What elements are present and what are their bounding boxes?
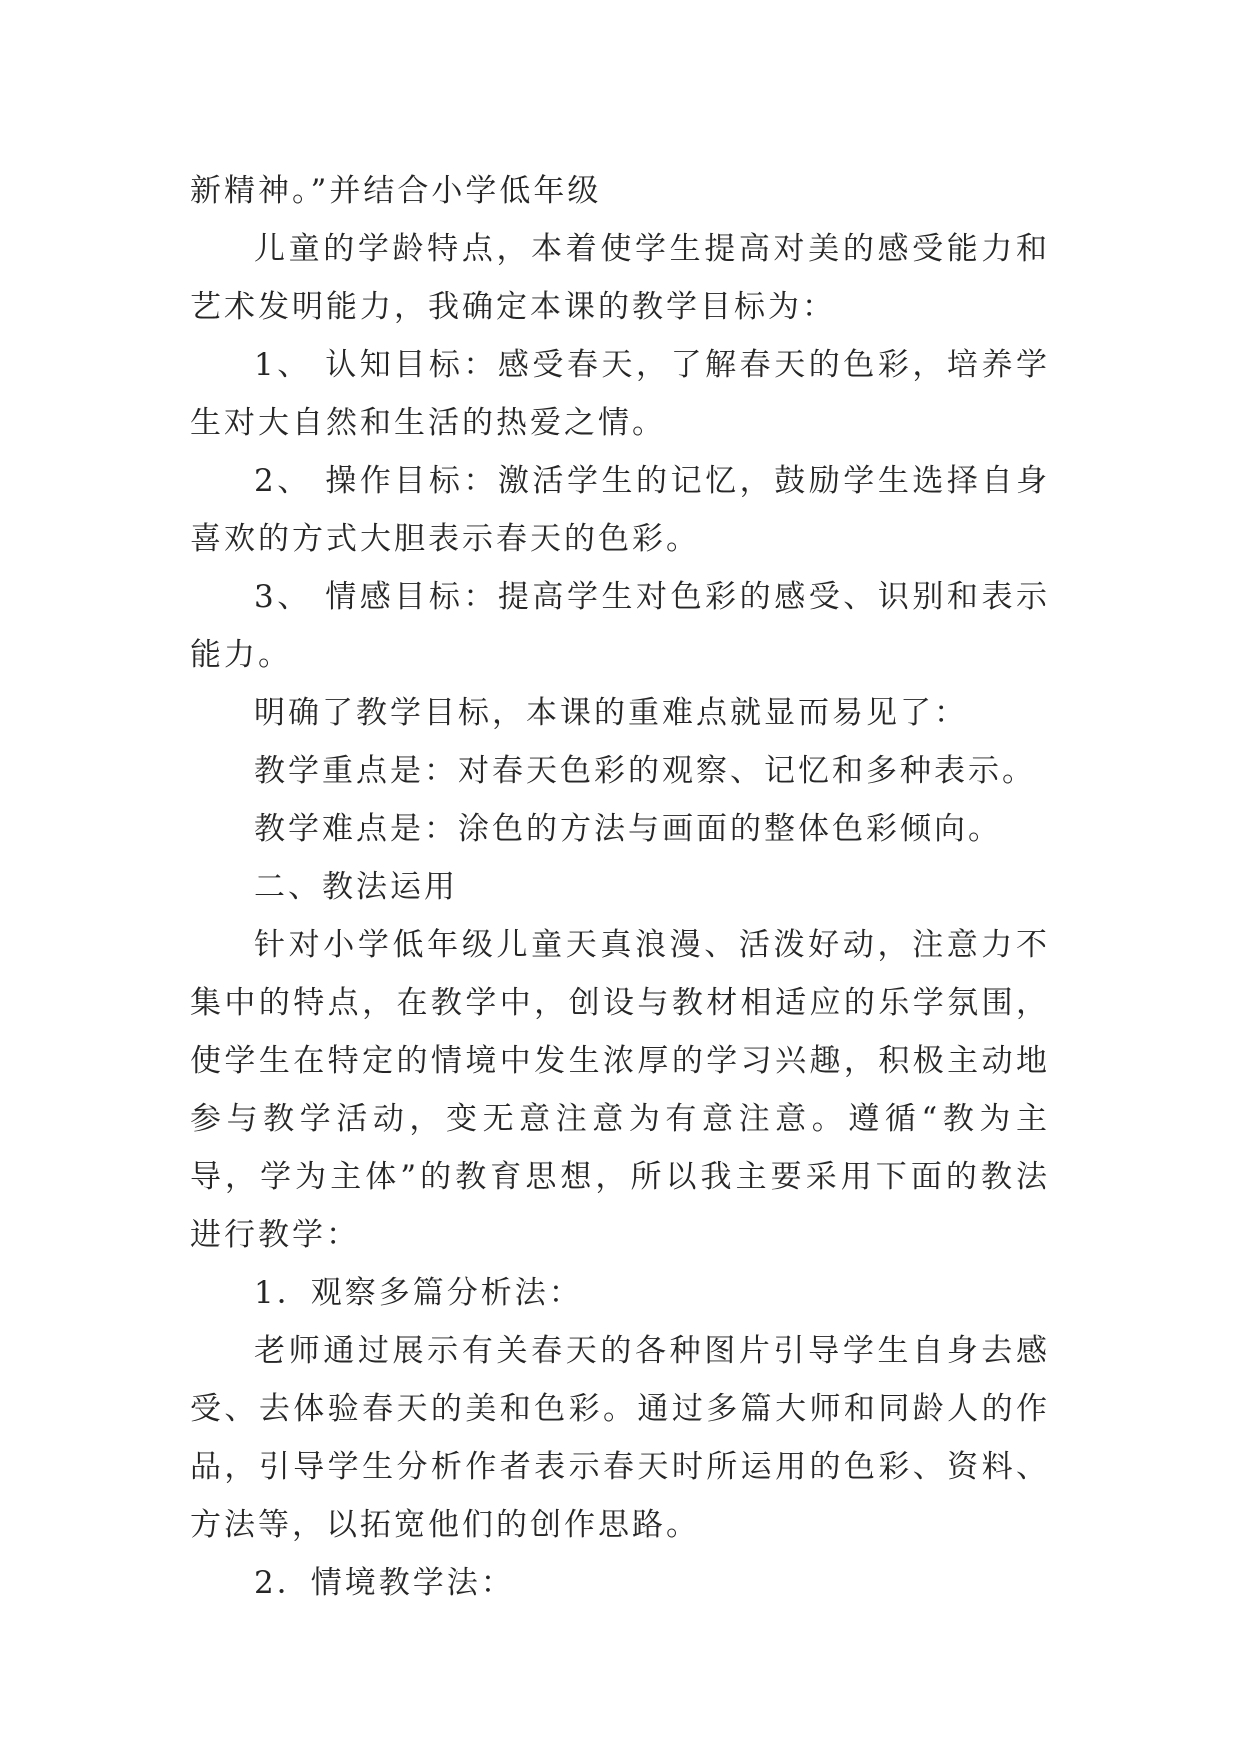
paragraph-12: 老师通过展示有关春天的各种图片引导学生自身去感受、去体验春天的美和色彩。通过多篇大师和同龄人的作品，引导学生分析作者表示春天时所运用的色彩、资料、方法等，以拓宽他们的创作思路。 (190, 1333, 1050, 1543)
paragraph-13: 2．情境教学法： (254, 1565, 515, 1601)
paragraph-3: 1、 认知目标：感受春天，了解春天的色彩，培养学生对大自然和生活的热爱之情。 (190, 347, 1050, 441)
section-heading: 二、教法运用 (254, 869, 458, 905)
paragraph-4: 2、 操作目标：激活学生的记忆，鼓励学生选择自身喜欢的方式大胆表示春天的色彩。 (190, 463, 1050, 557)
paragraph-10: 针对小学低年级儿童天真浪漫、活泼好动，注意力不集中的特点，在教学中，创设与教材相适应的乐学氛围，使学生在特定的情境中发生浓厚的学习兴趣，积极主动地参与教学活动，变无意注意为有意注意。遵循“教为主导，学为主体”的教育思想，所以我主要采用下面的教法进行教学： (190, 927, 1050, 1253)
paragraph-2: 儿童的学龄特点，本着使学生提高对美的感受能力和艺术发明能力，我确定本课的教学目标为： (190, 231, 1050, 325)
paragraph-6: 明确了教学目标，本课的重难点就显而易见了： (254, 695, 968, 731)
paragraph-1: 新精神。”并结合小学低年级 (190, 173, 602, 209)
document-body (190, 162, 1050, 1612)
paragraph-5: 3、 情感目标：提高学生对色彩的感受、识别和表示能力。 (190, 579, 1050, 673)
paragraph-11: 1．观察多篇分析法： (254, 1275, 583, 1311)
paragraph-7: 教学重点是：对春天色彩的观察、记忆和多种表示。 (254, 753, 1036, 789)
paragraph-8: 教学难点是：涂色的方法与画面的整体色彩倾向。 (254, 811, 1002, 847)
